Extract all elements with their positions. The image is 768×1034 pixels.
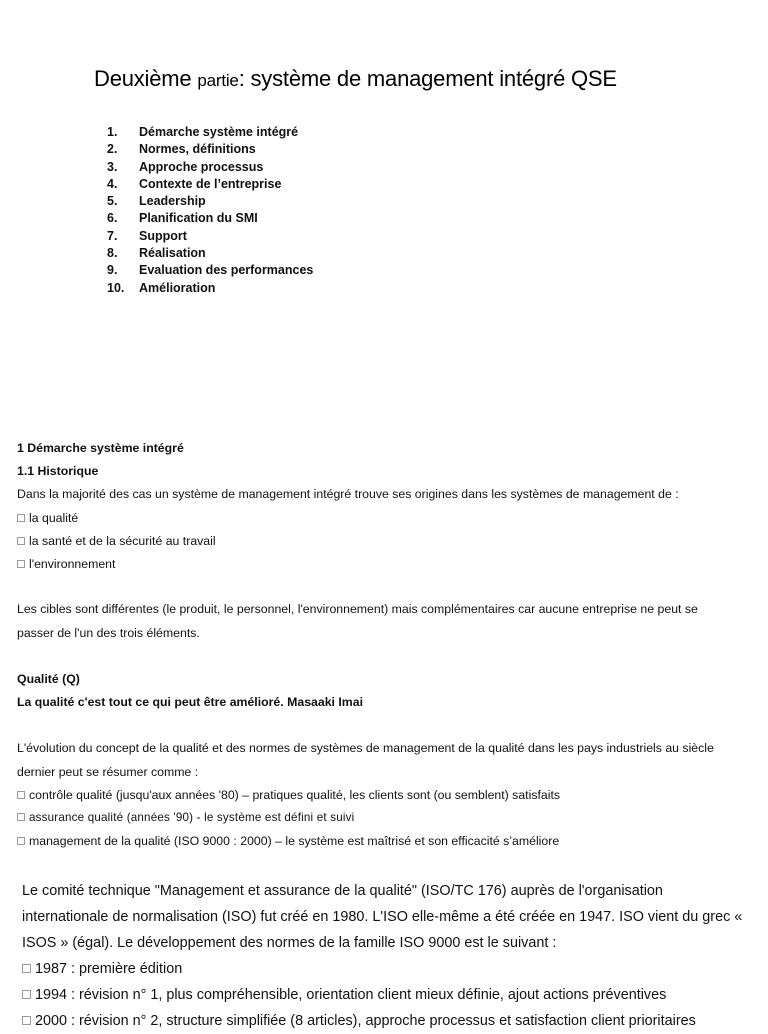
toc-item [107, 124, 313, 141]
toc-label: Leadership [139, 194, 206, 209]
checkbox-bullet-icon [17, 791, 25, 799]
title-part-2: partie [197, 71, 239, 90]
toc-label: Planification du SMI [139, 211, 258, 226]
list-item: la santé et de la sécurité au travail [17, 533, 757, 549]
quality-quote: La qualité c'est tout ce qui peut être amélioré. Masaaki Imai [17, 695, 363, 709]
list-item: contrôle qualité (jusqu'aux années '80) – pratiques qualité, les clients sont (ou semblent) satisfaits [17, 787, 757, 803]
evolution-line-2: dernier peut se résumer comme : [17, 765, 199, 779]
toc-number: 8. [107, 246, 118, 261]
list-item: 1994 : révision n° 1, plus compréhensible, orientation client mieux définie, ajout actions préventives [22, 982, 722, 1008]
toc-number: 3. [107, 159, 118, 174]
intro-text: Dans la majorité des cas un système de management intégré trouve ses origines dans les systèmes de management de : [17, 487, 679, 501]
toc-item [107, 262, 313, 279]
list-item: 2000 : révision n° 2, structure simplifiée (8 articles), approche processus et satisfaction client prioritaires [22, 1008, 722, 1034]
toc-label: Support [139, 228, 187, 243]
toc-number: 7. [107, 228, 118, 243]
page-title [94, 66, 617, 92]
toc-item [107, 193, 313, 210]
list-item: management de la qualité (ISO 9000 : 2000) – le système est maîtrisé et son efficacité s’améliore [17, 833, 757, 849]
committee-line-1: Le comité technique "Management et assurance de la qualité" (ISO/TC 176) auprès de l'organisation [22, 883, 663, 899]
toc-label: Contexte de l’entreprise [139, 176, 282, 191]
toc-number: 9. [107, 263, 118, 278]
list-item: la qualité [17, 510, 757, 526]
toc-label: Amélioration [139, 280, 216, 295]
toc-label: Démarche système intégré [139, 125, 299, 139]
subsection-heading: 1.1 Historique [17, 464, 99, 478]
list-item: 1987 : première édition [22, 956, 722, 982]
toc-item [107, 245, 313, 262]
toc-item [107, 280, 313, 297]
evolution-line-1: L'évolution du concept de la qualité et des normes de systèmes de management de la qualité dans les pays industriels au siècle [17, 741, 714, 755]
toc-number: 2. [107, 142, 118, 157]
toc-item [107, 141, 313, 158]
toc-number: 4. [107, 176, 118, 191]
title-part-1: Deuxième [94, 66, 198, 91]
toc-number: 1. [107, 125, 118, 139]
committee-paragraph [22, 878, 743, 1034]
list-item: assurance qualité (années '90) - le système est défini et suivi [17, 810, 757, 826]
toc-label: Normes, définitions [139, 142, 256, 157]
toc-item [107, 228, 313, 245]
title-part-3: : système de management intégré QSE [238, 66, 617, 91]
toc-number: 6. [107, 211, 118, 226]
toc-item [107, 210, 313, 227]
toc-label: Approche processus [139, 159, 264, 174]
checkbox-bullet-icon [22, 990, 31, 999]
quality-heading: Qualité (Q) [17, 672, 80, 686]
checkbox-bullet-icon [17, 514, 25, 522]
list-item: l'environnement [17, 556, 757, 572]
checkbox-bullet-icon [22, 964, 31, 973]
committee-line-3: ISOS » (égal). Le développement des normes de la famille ISO 9000 est le suivant : [22, 935, 557, 951]
checkbox-bullet-icon [17, 837, 25, 845]
toc-number: 10. [107, 280, 125, 295]
toc-label: Evaluation des performances [139, 263, 314, 278]
targets-line-1: Les cibles sont différentes (le produit, le personnel, l'environnement) mais complémentaires car aucune entreprise ne peut se [17, 602, 698, 616]
toc-number: 5. [107, 194, 118, 209]
toc-label: Réalisation [139, 246, 206, 261]
targets-line-2: passer de l'un des trois éléments. [17, 626, 200, 640]
checkbox-bullet-icon [17, 560, 25, 568]
table-of-contents [107, 124, 313, 297]
toc-item [107, 176, 313, 193]
section-heading: 1 Démarche système intégré [17, 441, 184, 455]
checkbox-bullet-icon [17, 537, 25, 545]
checkbox-bullet-icon [17, 813, 25, 821]
toc-item [107, 159, 313, 176]
committee-line-2: internationale de normalisation (ISO) fut créé en 1980. L'ISO elle-même a été créée en 1947. ISO vient du grec « [22, 909, 743, 925]
